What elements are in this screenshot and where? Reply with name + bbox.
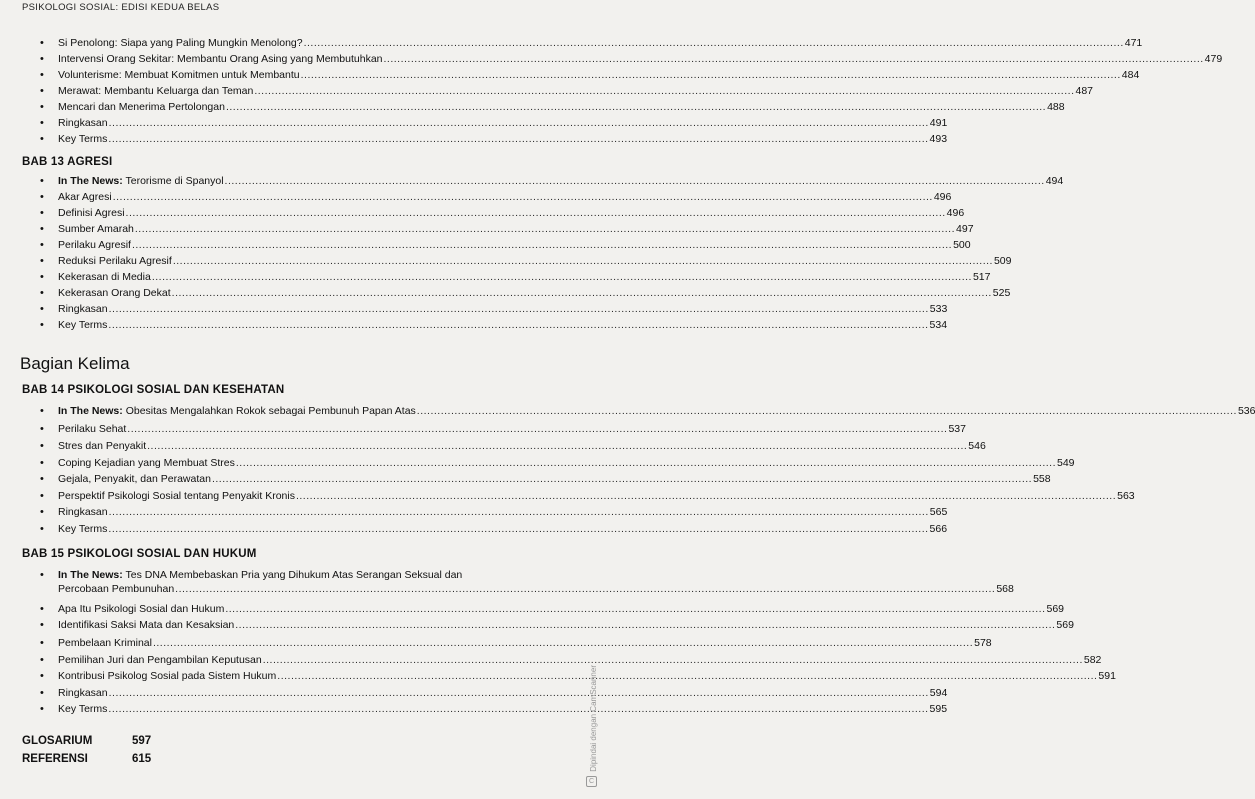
toc-entry <box>40 470 1051 486</box>
glosarium-page: 597 <box>132 735 152 747</box>
toc-entry <box>40 236 971 252</box>
toc-entry <box>40 130 948 146</box>
toc-page: 497 <box>956 223 974 235</box>
toc-title: Si Penolong: Siapa yang Paling Mungkin Menolong? <box>58 37 303 49</box>
in-the-news-label: In The News: <box>58 175 123 187</box>
dot-leader <box>235 618 1055 632</box>
toc-title: Key Terms <box>58 523 108 535</box>
referensi-entry <box>22 753 152 765</box>
dot-leader <box>132 238 952 252</box>
toc-title: Reduksi Perilaku Agresif <box>58 255 172 267</box>
toc-page: 546 <box>968 440 986 452</box>
toc-title <box>58 174 224 188</box>
toc-entry <box>40 252 1012 268</box>
dot-leader <box>108 522 928 536</box>
toc-title-text: Terorisme di Spanyol <box>125 175 224 187</box>
glosarium-entry <box>22 735 152 747</box>
toc-page: 533 <box>929 303 948 315</box>
dot-leader <box>175 582 995 596</box>
bullet-icon: • <box>40 637 44 649</box>
toc-page: 537 <box>948 423 966 435</box>
toc-title: Pemilihan Juri dan Pengambilan Keputusan <box>58 654 262 666</box>
toc-title-text: Percobaan Pembunuhan <box>58 583 175 595</box>
bullet-icon: • <box>40 457 44 469</box>
toc-title: Perilaku Agresif <box>58 239 131 251</box>
bullet-icon: • <box>40 69 44 81</box>
dot-leader <box>126 206 946 220</box>
toc-title: Identifikasi Saksi Mata dan Kesaksian <box>58 619 235 631</box>
referensi-label: REFERENSI <box>22 753 88 765</box>
toc-page: 500 <box>953 239 971 251</box>
toc-title: Kekerasan Orang Dekat <box>58 287 171 299</box>
dot-leader <box>147 439 967 453</box>
toc-title: Apa Itu Psikologi Sosial dan Hukum <box>58 603 225 615</box>
toc-title: Merawat: Membantu Keluarga dan Teman <box>58 85 254 97</box>
bullet-icon: • <box>40 101 44 113</box>
toc-title: Kekerasan di Media <box>58 271 151 283</box>
toc-entry <box>40 520 948 536</box>
toc-page: 496 <box>933 191 952 203</box>
toc-entry <box>40 82 1094 98</box>
toc-title: Mencari dan Menerima Pertolongan <box>58 101 225 113</box>
in-the-news-label: In The News: <box>58 405 123 417</box>
toc-page: 491 <box>929 117 948 129</box>
bullet-icon: • <box>40 255 44 267</box>
toc-page: 566 <box>929 523 948 535</box>
bullet-icon: • <box>40 603 44 615</box>
bullet-icon: • <box>40 37 44 49</box>
toc-page: 569 <box>1056 619 1074 631</box>
toc-entry <box>40 204 965 220</box>
dot-leader <box>226 100 1046 114</box>
dot-leader <box>108 318 928 332</box>
glosarium-label: GLOSARIUM <box>22 735 93 747</box>
bullet-icon: • <box>40 619 44 631</box>
toc-page: 536 <box>1237 405 1255 417</box>
toc-title: Key Terms <box>58 133 108 145</box>
toc-page: 496 <box>946 207 965 219</box>
dot-leader <box>127 422 947 436</box>
bullet-icon: • <box>40 85 44 97</box>
toc-title: Perspektif Psikologi Sosial tentang Penyakit Kronis <box>58 490 295 502</box>
toc-entry <box>40 268 991 284</box>
toc-page: 471 <box>1124 37 1143 49</box>
bullet-icon: • <box>40 703 44 715</box>
toc-entry <box>40 437 986 453</box>
bullet-icon: • <box>40 523 44 535</box>
toc-page: 549 <box>1057 457 1075 469</box>
running-header: PSIKOLOGI SOSIAL: EDISI KEDUA BELAS <box>22 2 220 13</box>
bullet-icon: • <box>40 569 44 581</box>
toc-page: 558 <box>1033 473 1051 485</box>
dot-leader <box>254 84 1074 98</box>
dot-leader <box>225 174 1045 188</box>
dot-leader <box>109 302 929 316</box>
toc-title <box>58 404 416 418</box>
bullet-icon: • <box>40 207 44 219</box>
toc-page: 569 <box>1046 603 1065 615</box>
toc-two-line-title <box>58 568 1014 596</box>
dot-leader <box>384 52 1204 66</box>
toc-entry <box>40 402 1255 418</box>
dot-leader <box>236 456 1056 470</box>
toc-entry <box>40 667 1116 683</box>
dot-leader <box>304 36 1124 50</box>
toc-entry <box>40 50 1223 66</box>
toc-entry <box>40 98 1065 114</box>
toc-page: 578 <box>974 637 992 649</box>
toc-page: 488 <box>1047 101 1065 113</box>
toc-title-text: Obesitas Mengalahkan Rokok sebagai Pembunuh Papan Atas <box>125 405 416 417</box>
bullet-icon: • <box>40 687 44 699</box>
toc-entry <box>40 300 948 316</box>
dot-leader <box>108 702 928 716</box>
toc-page: 509 <box>993 255 1012 267</box>
toc-title: Perilaku Sehat <box>58 423 127 435</box>
toc-title: Key Terms <box>58 703 108 715</box>
toc-page: 568 <box>996 583 1014 595</box>
bullet-icon: • <box>40 133 44 145</box>
toc-page: 484 <box>1121 69 1140 81</box>
bullet-icon: • <box>40 303 44 315</box>
toc-title <box>58 568 1014 582</box>
toc-page: 582 <box>1083 654 1102 666</box>
toc-entry <box>40 316 948 332</box>
toc-title: Gejala, Penyakit, dan Perawatan <box>58 473 211 485</box>
referensi-page: 615 <box>132 753 152 765</box>
toc-entry <box>40 700 948 716</box>
dot-leader <box>225 602 1045 616</box>
toc-title: Ringkasan <box>58 303 108 315</box>
toc-title: Coping Kejadian yang Membuat Stres <box>58 457 235 469</box>
dot-leader <box>173 254 993 268</box>
bullet-icon: • <box>40 670 44 682</box>
camscanner-logo-icon: C <box>586 776 597 787</box>
bullet-icon: • <box>40 175 44 187</box>
bullet-icon: • <box>40 490 44 502</box>
bullet-icon: • <box>40 223 44 235</box>
toc-entry <box>40 420 966 436</box>
toc-title: Ringkasan <box>58 506 108 518</box>
toc-entry <box>40 188 952 204</box>
toc-title: Intervensi Orang Sekitar: Membantu Orang Asing yang Membutuhkan <box>58 53 383 65</box>
toc-entry <box>40 34 1143 50</box>
bullet-icon: • <box>40 53 44 65</box>
bullet-icon: • <box>40 271 44 283</box>
toc-entry <box>40 220 974 236</box>
toc-title: Kontribusi Psikolog Sosial pada Sistem Hukum <box>58 670 277 682</box>
toc-title: Stres dan Penyakit <box>58 440 147 452</box>
dot-leader <box>153 636 973 650</box>
toc-page: 525 <box>992 287 1011 299</box>
toc-page: 591 <box>1098 670 1116 682</box>
dot-leader <box>296 489 1116 503</box>
bullet-icon: • <box>40 191 44 203</box>
bullet-icon: • <box>40 239 44 251</box>
dot-leader <box>417 404 1237 418</box>
bullet-icon: • <box>40 423 44 435</box>
part-heading: Bagian Kelima <box>20 354 130 373</box>
toc-entry <box>40 651 1102 667</box>
dot-leader <box>172 286 992 300</box>
chapter-heading-13: BAB 13 AGRESI <box>22 156 113 168</box>
bullet-icon: • <box>40 405 44 417</box>
toc-entry <box>40 487 1135 503</box>
toc-entry <box>40 114 948 130</box>
toc-page: 479 <box>1204 53 1223 65</box>
dot-leader <box>277 669 1097 683</box>
toc-entry <box>40 634 992 650</box>
toc-title: Ringkasan <box>58 687 108 699</box>
toc-page: 595 <box>929 703 948 715</box>
toc-title: Pembelaan Kriminal <box>58 637 152 649</box>
dot-leader <box>212 472 1032 486</box>
in-the-news-label: In The News: <box>58 569 123 581</box>
dot-leader <box>109 686 929 700</box>
toc-page: 594 <box>929 687 948 699</box>
toc-entry <box>40 568 1014 600</box>
dot-leader <box>135 222 955 236</box>
toc-entry <box>40 284 1011 300</box>
dot-leader <box>109 505 929 519</box>
toc-title: Volunterisme: Membuat Komitmen untuk Membantu <box>58 69 300 81</box>
bullet-icon: • <box>40 473 44 485</box>
toc-entry <box>40 66 1140 82</box>
bullet-icon: • <box>40 654 44 666</box>
toc-page: 563 <box>1117 490 1135 502</box>
toc-title-continuation <box>58 582 1014 596</box>
toc-entry <box>40 503 948 519</box>
chapter-heading-15: BAB 15 PSIKOLOGI SOSIAL DAN HUKUM <box>22 548 257 560</box>
dot-leader <box>301 68 1121 82</box>
bullet-icon: • <box>40 287 44 299</box>
chapter-heading-14: BAB 14 PSIKOLOGI SOSIAL DAN KESEHATAN <box>22 384 285 396</box>
toc-page: 494 <box>1045 175 1064 187</box>
dot-leader <box>108 132 928 146</box>
bullet-icon: • <box>40 117 44 129</box>
scanner-watermark: Dipindai dengan CamScanner <box>589 665 598 772</box>
toc-title: Definisi Agresi <box>58 207 125 219</box>
toc-entry <box>40 616 1074 632</box>
bullet-icon: • <box>40 440 44 452</box>
toc-entry <box>40 454 1075 470</box>
toc-page: 493 <box>929 133 948 145</box>
toc-page: 487 <box>1075 85 1094 97</box>
toc-title: Key Terms <box>58 319 108 331</box>
toc-title: Ringkasan <box>58 117 108 129</box>
toc-entry <box>40 684 948 700</box>
toc-page: 565 <box>929 506 948 518</box>
dot-leader <box>263 653 1083 667</box>
bullet-icon: • <box>40 506 44 518</box>
toc-page: 534 <box>929 319 948 331</box>
toc-page: 517 <box>972 271 991 283</box>
toc-title: Sumber Amarah <box>58 223 134 235</box>
toc-entry <box>40 600 1065 616</box>
dot-leader <box>109 116 929 130</box>
toc-entry <box>40 172 1064 188</box>
dot-leader <box>113 190 933 204</box>
bullet-icon: • <box>40 319 44 331</box>
toc-title: Akar Agresi <box>58 191 112 203</box>
dot-leader <box>152 270 972 284</box>
toc-title-text: Tes DNA Membebaskan Pria yang Dihukum Atas Serangan Seksual dan <box>125 569 463 581</box>
